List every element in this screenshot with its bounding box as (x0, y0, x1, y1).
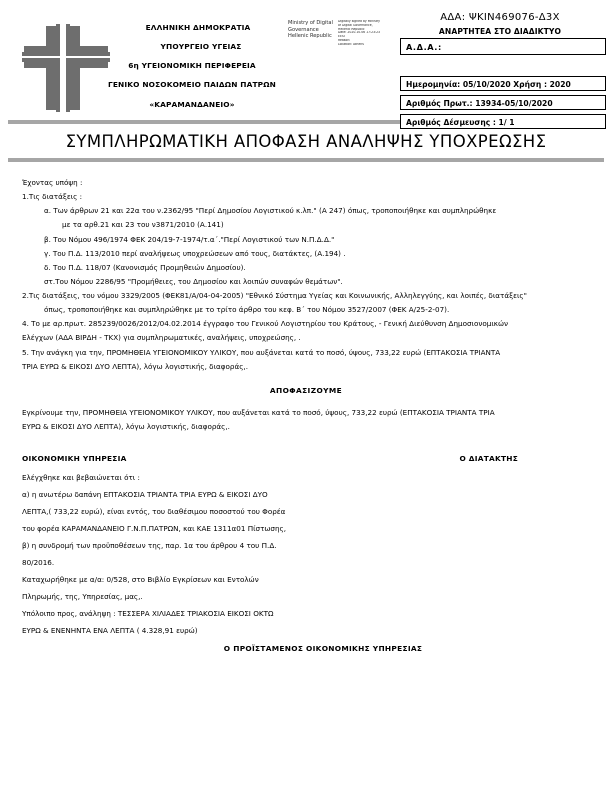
provision-2-line-2: όπως, τροποποιήθηκε και συμπληρώθηκε με το τρίτο άρθρο του κεφ. Β΄ του Νόμου 3527/2007 (ΦΕΚ Α/25-2-07). (44, 305, 450, 315)
authorizing-officer-label: Ο ΔΙΑΤΑΚΤΗΣ (459, 453, 518, 463)
signature-detail-7: Location: Athens (338, 42, 364, 46)
provision-4-line-2: Ελέγχων (ΑΔΑ ΒΙΡΔΗ - ΤΚΧ) για συμπληρωματικές, αναλήψεις, υποχρεώσης, . (22, 333, 301, 343)
signature-detail-3: Hellenic Republic (338, 27, 365, 31)
verification-intro: Ελέγχθηκε και βεβαιώνεται ότι : (22, 473, 140, 483)
balance-line-1: Υπόλοιπο προς, ανάληψη : ΤΕΣΣΕΡΑ ΧΙΛΙΑΔΕΣ ΤΡΙΑΚΟΣΙΑ ΕΙΚΟΣΙ ΟΚΤΩ (22, 608, 274, 618)
protocol-number-box: Αριθμός Πρωτ.: 13934-05/10/2020 (400, 95, 606, 110)
signature-detail-5: EEST (338, 35, 346, 39)
signers-row (22, 453, 590, 464)
verification-b-line-1: β) η συνδρομή των προϋποθέσεων της, παρ. 1α του άρθρου 4 του Π.Δ. (22, 540, 277, 550)
provision-1a-line-1: α. Των άρθρων 21 και 22α του ν.2362/95 "Περί Δημοσίου Λογιστικού κ.λπ." (Α 247) όπως, τροποποιήθηκε και συμπληρώθηκε (44, 206, 497, 216)
ada-publication-note: ΑΝΑΡΤΗΤΕΑ ΣΤΟ ΔΙΑΔΙΚΤΥΟ (438, 27, 562, 36)
provision-5-line-1: 5. Την ανάγκη για την, ΠΡΟΜΗΘΕΙΑ ΥΓΕΙΟΝΟΜΙΚΟΥ ΥΛΙΚΟΥ, που αυξάνεται κατά το ποσό, ύψους, 733,22 ευρώ (ΕΠΤΑΚΟΣΙΑ ΤΡΙΑΝΤΑ (22, 347, 501, 357)
commitment-number-box: Αριθμός Δέσμευσης : 1/ 1 (400, 114, 606, 129)
signature-authority-line-3: Hellenic Republic (288, 33, 332, 40)
closing-signature-label: Ο ΠΡΟΪΣΤΑΜΕΝΟΣ ΟΙΚΟΝΟΜΙΚΗΣ ΥΠΗΡΕΣΙΑΣ (223, 643, 423, 653)
provisions-intro: 1.Τις διατάξεις : (22, 192, 83, 202)
org-line-4: ΓΕΝΙΚΟ ΝΟΣΟΚΟΜΕΙΟ ΠΑΙΔΩΝ ΠΑΤΡΩΝ (108, 80, 276, 90)
signature-detail-2: of Digital Governance, (338, 23, 373, 27)
verification-a-line-3: του φορέα ΚΑΡΑΜΑΝΔΑΝΕΙΟ Γ.Ν.Π.ΠΑΤΡΩΝ, και ΚΑΕ 1311α01 Πίστωσης, (22, 523, 287, 533)
registration-line-1: Καταχωρήθηκε με α/α: 0/528, στο Βιβλίο Εγκρίσεων και Εντολών (22, 574, 259, 584)
digital-signature-stamp (288, 20, 408, 46)
organization-block (108, 24, 288, 120)
org-line-3: 6η ΥΓΕΙΟΝΟΜΙΚΗ ΠΕΡΙΦΕΡΕΙΑ (128, 61, 256, 71)
verification-a-line-1: α) η ανωτέρω δαπάνη ΕΠΤΑΚΟΣΙΑ ΤΡΙΑΝΤΑ ΤΡΙΑ ΕΥΡΩ & ΕΙΚΟΣΙ ΔΥΟ (22, 490, 268, 500)
registration-line-2: Πληρωμής, της, Υπηρεσίας, μας,. (22, 591, 143, 601)
financial-service-label: ΟΙΚΟΝΟΜΙΚΗ ΥΠΗΡΕΣΙΑ (22, 453, 127, 463)
date-box: Ημερομηνία: 05/10/2020 Χρήση : 2020 (400, 76, 606, 91)
decision-line-2: ΕΥΡΩ & ΕΙΚΟΣΙ ΔΥΟ ΛΕΠΤΑ), λόγω λογιστικής, διαφοράς,. (22, 421, 230, 431)
document-body (0, 162, 612, 654)
org-line-5: «ΚΑΡΑΜΑΝΔΑΝΕΙΟ» (149, 99, 235, 109)
provision-4-line-1: 4. Το με αρ.πρωτ. 285239/0026/2012/04.02.2014 έγγραφο του Γενικού Λογιστηρίου του Κράτους, - Γενική Διεύθυνση Δημοσιονομικών (22, 319, 509, 329)
verification-a-line-2: ΛΕΠΤΑ,( 733,22 ευρώ), είναι εντός, του διαθέσιμου ποσοστού του Φορέα (22, 507, 286, 516)
provision-5-line-2: ΤΡΙΑ ΕΥΡΩ & ΕΙΚΟΣΙ ΔΥΟ ΛΕΠΤΑ), λόγω λογιστικής, διαφοράς,. (22, 361, 248, 371)
signature-detail-4: Date: 2020.10.06 17:23:23 (338, 31, 381, 35)
provision-1c: γ. Του Π.Δ. 113/2010 περί αναλήψεως υποχρεώσεων από τους, διατάκτες, (Α.194) . (44, 248, 346, 258)
provision-1b: β. Του Νόμου 496/1974 ΦΕΚ 204/19-7-1974/τ.α΄."Περί Λογιστικού των Ν.Π.Δ.Δ." (44, 234, 335, 244)
provision-1f: στ.Του Νόμου 2286/95 "Προμήθειες, του Δημοσίου και λοιπών συναφών θεμάτων". (44, 276, 343, 286)
document-header (0, 0, 612, 127)
signature-detail-6: Reason: (338, 38, 351, 42)
provision-1a-line-2: με τα αρθ.21 και 23 του ν3871/2010 (Α.141) (62, 220, 224, 230)
page-title: ΣΥΜΠΛΗΡΩΜΑΤΙΚΗ ΑΠΟΦΑΣΗ ΑΝΑΛΗΨΗΣ ΥΠΟΧΡΕΩΣΗΣ (65, 132, 547, 151)
signature-authority-line-1: Ministry of Digital (288, 20, 333, 26)
signature-authority (288, 20, 334, 46)
balance-line-2: ΕΥΡΩ & ΕΝΕΝΗΝΤΑ ΕΝΑ ΛΕΠΤΑ ( 4.328,91 ευρώ) (22, 625, 198, 635)
verification-b-line-2: 80/2016. (22, 557, 55, 567)
decision-line-1: Εγκρίνουμε την, ΠΡΟΜΗΘΕΙΑ ΥΓΕΙΟΝΟΜΙΚΟΥ ΥΛΙΚΟΥ, που αυξάνεται κατά το ποσό, ύψους, 733,22 ευρώ (ΕΠΤΑΚΟΣΙΑ ΤΡΙΑΝΤΑ ΤΡΙΑ (22, 407, 495, 417)
org-line-2: ΥΠΟΥΡΓΕΙΟ ΥΓΕΙΑΣ (160, 42, 242, 52)
signature-authority-line-2: Governance (288, 26, 319, 33)
having-regard-line: Έχοντας υπόψη : (22, 178, 83, 187)
provision-1d: δ. Του Π.Δ. 118/07 (Κανονισμός Προμηθειών Δημοσίου). (44, 262, 246, 272)
ada-code: ΑΔΑ: ΨΚΙΝ469076-Δ3Χ (440, 12, 560, 23)
provision-2-line-1: 2.Τις διατάξεις, του νόμου 3329/2005 (ΦΕΚ81/Α/04-04-2005) "Εθνικό Σύστημα Υγείας και Κοινωνικής, Αλληλεγγύης, και λοιπές, διατάξεις" (22, 291, 527, 300)
org-line-1: ΕΛΛΗΝΙΚΗ ΔΗΜΟΚΡΑΤΙΑ (145, 23, 251, 32)
signature-detail-1: Digitally signed by Ministry (338, 20, 381, 23)
verification-block (22, 473, 590, 636)
decision-heading: ΑΠΟΦΑΣΙΖΟΥΜΕ (269, 385, 343, 395)
ada-field-box: Α.Δ.Α.: (400, 38, 606, 55)
